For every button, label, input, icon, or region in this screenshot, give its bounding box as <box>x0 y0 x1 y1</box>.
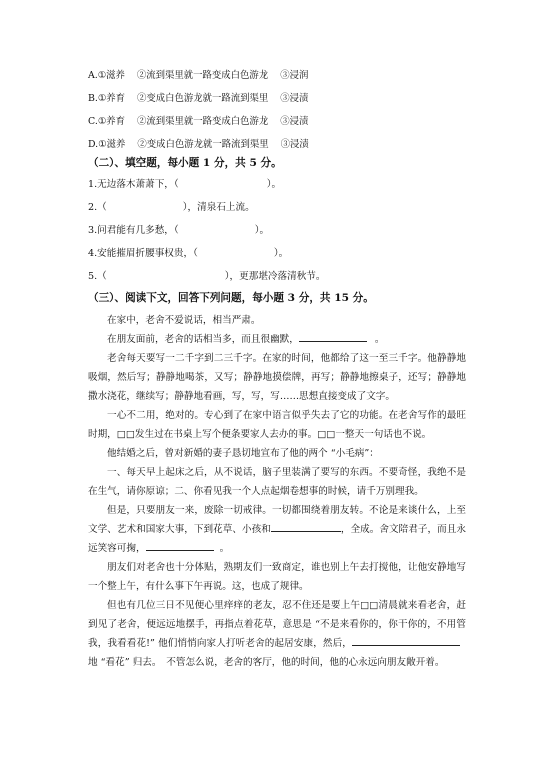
item-before: 无边落木萧萧下，（ <box>97 179 179 190</box>
paragraph <box>88 596 466 672</box>
answer-blank[interactable] <box>352 636 460 646</box>
option-d <box>88 138 309 152</box>
section-2-heading: （二）、填空题，每小题 1 分，共 5 分。 <box>88 157 282 169</box>
paragraph: 一、每天早上起床之后，从不说话，脑子里装满了要写的东西。不要奇怪，我绝不是在生气，请你原谅；二、你看见我一个人点起烟卷想事的时候，请千万别理我。 <box>88 467 466 498</box>
item-after: ），更那堪冷落清秋节。 <box>224 271 326 282</box>
answer-blank[interactable] <box>271 522 341 532</box>
answer-blank[interactable] <box>299 332 367 342</box>
section-3-heading: （三）、阅读下文，回答下列问题，每小题 3 分，共 15 分。 <box>88 292 374 304</box>
item-number: 3. <box>88 225 98 236</box>
paragraph-text: ，全成。舍文陪君子，而且永远笑容可掬， <box>88 524 466 555</box>
item-before: （ <box>97 202 107 213</box>
item-after: ）。 <box>273 248 289 259</box>
paragraph-text: 。 <box>374 334 385 345</box>
option-part: ①养育 <box>97 116 125 127</box>
paragraph-text: 。 <box>219 543 230 555</box>
option-label: D. <box>88 139 99 150</box>
paragraph-text: 在朋友面前，老舍的话相当多，而且很幽默， <box>107 334 299 345</box>
item-number: 5. <box>88 271 98 282</box>
option-label: B. <box>88 93 98 104</box>
paragraph: 一心不二用，绝对的。专心到了在家中语言似乎失去了它的功能。在老舍写作的最旺时期，□□发生过在书桌上写个便条要家人去办的事。□□一整天一句话也不说。 <box>88 410 466 441</box>
item-number: 2. <box>88 202 98 213</box>
option-part: ②流到渠里就一路变成白色游龙 <box>136 70 269 81</box>
paragraph-text: 地 “看花” 归去。 不管怎么说，老舍的客厅，他的时间，他的心永远向朋友敞开着。 <box>88 657 445 669</box>
option-part: ①养育 <box>97 93 126 104</box>
item-after: ）。 <box>254 225 270 236</box>
option-part: ③浸润 <box>280 70 309 81</box>
paragraph: 在家中，老舍不爱说话，相当严肃。 <box>107 315 261 326</box>
paragraph <box>88 501 466 558</box>
item-number: 1. <box>88 179 98 190</box>
item-before: （ <box>97 271 107 282</box>
option-part: ①滋养 <box>98 139 126 150</box>
fill-item-4 <box>88 247 288 261</box>
option-part: ③浸渍 <box>280 116 309 127</box>
option-label: A. <box>88 70 98 81</box>
option-part: ②变成白色游龙就一路流到渠里 <box>137 139 269 150</box>
option-a <box>88 69 308 83</box>
paragraph: 老舍每天要写一二千字到二三千字。在家的时间，他都给了这一至三千字。他静静地吸烟，然后写；静静地喝茶，又写；静静地摸偿牌，再写；静静地擦桌子，还写；静静地撒水浇花，继续写；静静地看画，写，写，写……思想直接变成了文字。 <box>88 353 466 403</box>
item-after: ）。 <box>266 179 282 190</box>
option-part: ②变成白色游龙就一路流到渠里 <box>137 93 269 104</box>
answer-blank[interactable] <box>146 541 214 551</box>
paragraph: 朋友们对老舍也十分体贴，熟期友们一致商定，谁也别上午去打搅他，让他安静地写一个整上午，有什么事下午再说。这，也成了规律。 <box>88 562 466 593</box>
option-part: ②流到渠里就一路变成白色游龙 <box>136 116 269 127</box>
paragraph-text: 但是，只要朋友一来，废除一切戒律。一切都围绕着朋友转。不论是来谈什么，上至文学、艺术和国家大事，下到花草、小孩和 <box>88 505 466 536</box>
paragraph-text: 但也有几位三日不见便心里痒痒的老友，忍不住还是要上午□□清晨就来看老舍，赶到见了老舍，便远远地摆手，再指点着花草，意思是 “不是来看你的，你干你的，不用管我，我看看花!” 他们悄悄向家人打听老舍的起居安康，然后， <box>88 600 466 650</box>
item-before: 安能摧眉折腰事权贵，（ <box>97 248 198 259</box>
item-after: ），清泉石上流。 <box>182 202 255 213</box>
option-b <box>88 92 308 106</box>
item-number: 4. <box>88 248 98 259</box>
option-part: ③浸渍 <box>280 93 309 104</box>
option-label: C. <box>88 116 98 127</box>
fill-item-1 <box>88 178 281 192</box>
option-c <box>88 115 308 129</box>
option-part: ①滋养 <box>97 70 125 81</box>
option-part: ③浸渍 <box>280 139 309 150</box>
paragraph: 他结婚之后，曾对新婚的妻子恳切地宣布了他的两个 “小毛病”： <box>107 448 379 459</box>
fill-item-2 <box>88 201 255 215</box>
fill-item-3 <box>88 224 269 238</box>
item-before: 问君能有几多愁，（ <box>97 225 179 236</box>
paragraph <box>88 330 466 349</box>
fill-item-5 <box>88 270 325 284</box>
